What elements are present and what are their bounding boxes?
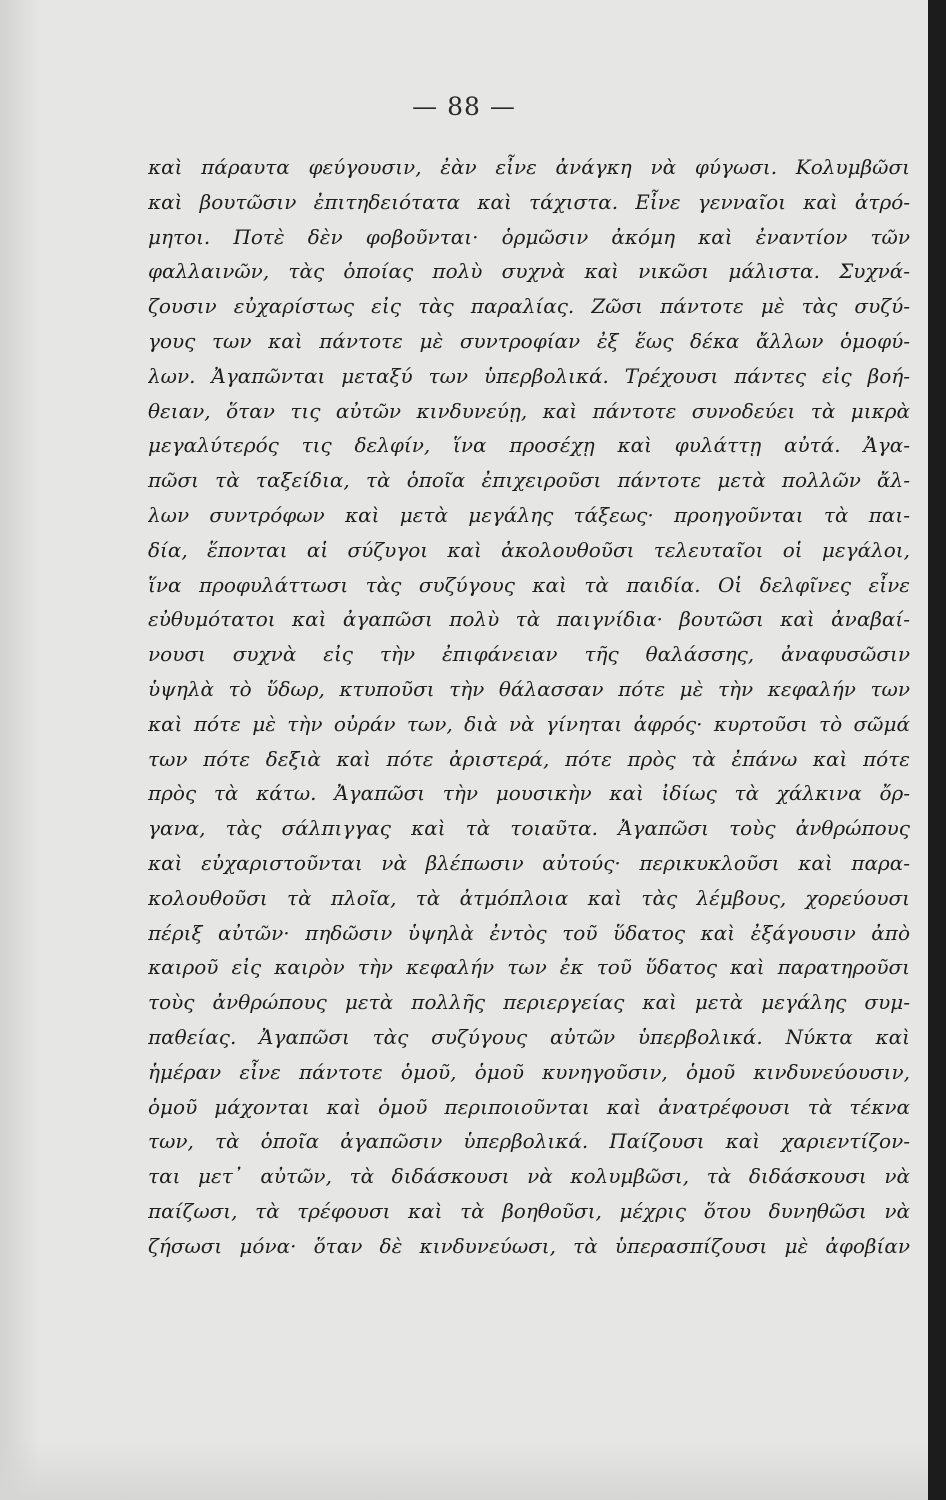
text-line: νουσι συχνὰ εἰς τὴν ἐπιφάνειαν τῆς θαλάσσης, ἀναφυσῶσιν xyxy=(148,642,910,667)
page-shadow-bottom xyxy=(0,1440,928,1500)
text-line: παθείας. Ἀγαπῶσι τὰς συζύγους αὐτῶν ὑπερβολικά. Νύκτα καὶ xyxy=(148,1024,910,1049)
text-line: θειαν, ὅταν τις αὐτῶν κινδυνεύῃ, καὶ πάντοτε συνοδεύει τὰ μικρὰ xyxy=(148,398,910,423)
page-shadow-left xyxy=(0,0,40,1500)
page-number: — 88 — xyxy=(412,92,516,121)
text-line: γανα, τὰς σάλπιγγας καὶ τὰ τοιαῦτα. Ἀγαπῶσι τοὺς ἀνθρώπους xyxy=(148,816,910,841)
text-line: καὶ βουτῶσιν ἐπιτηδειότατα καὶ τάχιστα. Εἶνε γενναῖοι καὶ ἀτρό- xyxy=(148,189,910,214)
text-line: των πότε δεξιὰ καὶ πότε ἀριστερά, πότε πρὸς τὰ ἐπάνω καὶ πότε xyxy=(148,746,910,771)
text-line: παίζωσι, τὰ τρέφουσι καὶ τὰ βοηθοῦσι, μέχρις ὅτου δυνηθῶσι νὰ xyxy=(148,1198,910,1223)
text-line: πῶσι τὰ ταξείδια, τὰ ὁποῖα ἐπιχειροῦσι πάντοτε μετὰ πολλῶν ἄλ- xyxy=(148,468,910,493)
text-line: λων συντρόφων καὶ μετὰ μεγάλης τάξεως· προηγοῦνται τὰ παι- xyxy=(148,502,910,527)
text-line: φαλλαινῶν, τὰς ὁποίας πολὺ συχνὰ καὶ νικῶσι μάλιστα. Συχνά- xyxy=(148,259,910,284)
text-line: μητοι. Ποτὲ δὲν φοβοῦνται· ὁρμῶσιν ἀκόμη καὶ ἐναντίον τῶν xyxy=(148,224,910,249)
text-line: εὐθυμότατοι καὶ ἀγαπῶσι πολὺ τὰ παιγνίδια· βουτῶσι καὶ ἀναβαί- xyxy=(148,607,910,632)
body-text xyxy=(148,150,910,1264)
text-line: ὑψηλὰ τὸ ὕδωρ, κτυποῦσι τὴν θάλασσαν πότε μὲ τὴν κεφαλήν των xyxy=(148,676,910,701)
text-line: δία, ἕπονται αἱ σύζυγοι καὶ ἀκολουθοῦσι τελευταῖοι οἱ μεγάλοι, xyxy=(148,537,910,562)
text-line: μεγαλύτερός τις δελφίν, ἵνα προσέχῃ καὶ φυλάττῃ αὐτά. Ἀγα- xyxy=(148,433,910,458)
text-line: καὶ πότε μὲ τὴν οὐράν των, διὰ νὰ γίνηται ἀφρός· κυρτοῦσι τὸ σῶμά xyxy=(148,711,910,736)
text-line: λων. Ἀγαπῶνται μεταξύ των ὑπερβολικά. Τρέχουσι πάντες εἰς βοή- xyxy=(148,363,910,388)
text-line: ἡμέραν εἶνε πάντοτε ὁμοῦ, ὁμοῦ κυνηγοῦσιν, ὁμοῦ κινδυνεύουσιν, xyxy=(148,1059,910,1084)
text-line: καιροῦ εἰς καιρὸν τὴν κεφαλήν των ἐκ τοῦ ὕδατος καὶ παρατηροῦσι xyxy=(148,955,910,980)
text-line: κολουθοῦσι τὰ πλοῖα, τὰ ἀτμόπλοια καὶ τὰς λέμβους, χορεύουσι xyxy=(148,885,910,910)
text-line: καὶ εὐχαριστοῦνται νὰ βλέπωσιν αὐτούς· περικυκλοῦσι καὶ παρα- xyxy=(148,850,910,875)
text-line: ἵνα προφυλάττωσι τὰς συζύγους καὶ τὰ παιδία. Οἱ δελφῖνες εἶνε xyxy=(148,572,910,597)
text-line: των, τὰ ὁποῖα ἀγαπῶσιν ὑπερβολικά. Παίζουσι καὶ χαριεντίζον- xyxy=(148,1129,910,1154)
text-line: τοὺς ἀνθρώπους μετὰ πολλῆς περιεργείας καὶ μετὰ μεγάλης συμ- xyxy=(148,990,910,1015)
text-line: πέριξ αὐτῶν· πηδῶσιν ὑψηλὰ ἐντὸς τοῦ ὕδατος καὶ ἐξάγουσιν ἀπὸ xyxy=(148,920,910,945)
text-line: ζουσιν εὐχαρίστως εἰς τὰς παραλίας. Ζῶσι πάντοτε μὲ τὰς συζύ- xyxy=(148,294,910,319)
text-line: καὶ πάραυτα φεύγουσιν, ἐὰν εἶνε ἀνάγκη νὰ φύγωσι. Κολυμβῶσι xyxy=(148,155,910,179)
text-line: ται μετ᾽ αὐτῶν, τὰ διδάσκουσι νὰ κολυμβῶσι, τὰ διδάσκουσι νὰ xyxy=(148,1164,910,1189)
text-line: ζήσωσι μόνα· ὅταν δὲ κινδυνεύωσι, τὰ ὑπερασπίζουσι μὲ ἀφοβίαν xyxy=(148,1233,910,1258)
text-line: ὁμοῦ μάχονται καὶ ὁμοῦ περιποιοῦνται καὶ ἀνατρέφουσι τὰ τέκνα xyxy=(148,1094,910,1119)
text-line: πρὸς τὰ κάτω. Ἀγαπῶσι τὴν μουσικὴν καὶ ἰδίως τὰ χάλκινα ὄρ- xyxy=(148,781,910,806)
text-line: γους των καὶ πάντοτε μὲ συντροφίαν ἐξ ἕως δέκα ἄλλων ὁμοφύ- xyxy=(148,328,910,353)
